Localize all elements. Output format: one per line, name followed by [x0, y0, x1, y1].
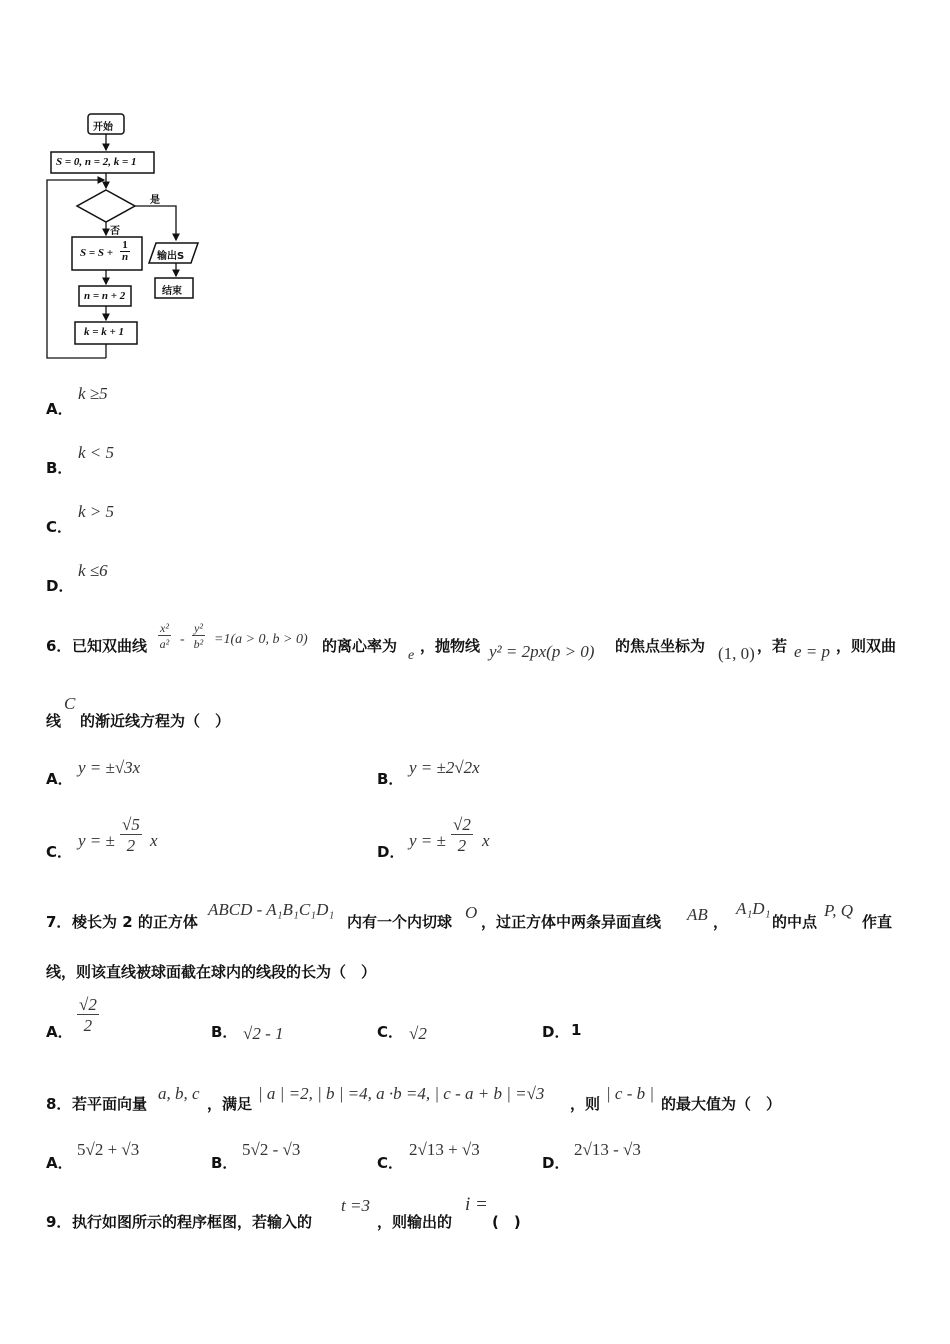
q5-option-a-text: k ≥5 — [78, 384, 108, 403]
q6-text-4: 的焦点坐标为 — [615, 637, 706, 655]
q7-option-a-label: A． — [46, 1023, 73, 1041]
q6-option-a-text: y = ±√3x — [78, 758, 141, 777]
q6-hyp-minus: - — [180, 632, 185, 647]
q7-option-a-den: 2 — [83, 1016, 93, 1035]
q9-text-2: ，则输出的 — [377, 1213, 453, 1231]
q6-option-d-frac — [451, 816, 473, 854]
fc-no-label: 否 — [110, 226, 120, 237]
fc-update-s-prefix: S = S + — [80, 247, 114, 259]
q7-option-a-num: √2 — [79, 995, 97, 1014]
q8-option-d-label: D． — [542, 1154, 570, 1172]
q8-option-b-label: B． — [211, 1154, 238, 1172]
q6-hyperbola-y-frac — [192, 622, 205, 650]
q7-text-6: 线，则该直线被球面截在球内的线段的长为（ ） — [46, 963, 377, 981]
q7-option-c-label: C． — [377, 1023, 404, 1041]
fc-end-label: 结束 — [162, 286, 182, 297]
q7-number: 7． — [46, 913, 72, 931]
q6-text-7: 线 — [46, 712, 62, 730]
q6-text-2: 的离心率为 — [322, 637, 398, 655]
q6-option-d-num: √2 — [453, 815, 471, 834]
fc-init-label: S = 0, n = 2, k = 1 — [56, 156, 137, 168]
q9-text-1: 执行如图所示的程序框图，若输入的 — [72, 1213, 313, 1231]
q6-hyp-a: a² — [159, 637, 170, 651]
q5-option-b-text: k < 5 — [78, 443, 115, 462]
q8-text-3: ，则 — [570, 1095, 601, 1113]
q8-text-2: ，满足 — [207, 1095, 253, 1113]
fc-update-n-label: n = n + 2 — [84, 290, 126, 302]
q8-option-a-text: 5√2 + √3 — [77, 1140, 140, 1159]
q6-hyp-b: b² — [193, 637, 204, 651]
q8-option-b-text: 5√2 - √3 — [242, 1140, 301, 1159]
q7-option-d-text: 1 — [571, 1021, 582, 1039]
q6-text-3: ，抛物线 — [420, 637, 481, 655]
q5-option-b-label: B． — [46, 459, 73, 477]
q6-focus: (1, 0) — [718, 644, 755, 663]
q6-option-c-post: x — [150, 831, 158, 850]
q8-option-c-text: 2√13 + √3 — [409, 1140, 480, 1159]
q8-conditions: | a | =2, | b | =4, a ·b =4, | c - a + b | =√3 — [258, 1084, 545, 1103]
q8-option-d-text: 2√13 - √3 — [574, 1140, 641, 1159]
q6-text-1: 已知双曲线 — [72, 637, 148, 655]
q8-number: 8． — [46, 1095, 72, 1113]
q7-text-5: 作直 — [862, 913, 893, 931]
q6-option-c-label: C． — [46, 843, 73, 861]
q6-option-b-text: y = ±2√2x — [409, 758, 480, 777]
q6-hyp-condition: =1(a > 0, b > 0) — [214, 632, 308, 647]
q7-comma: ， — [713, 913, 729, 931]
q7-option-a-frac — [77, 996, 99, 1034]
q7-text-4: 的中点 — [772, 913, 818, 931]
q5-option-d-label: D． — [46, 577, 74, 595]
fc-frac-num: 1 — [120, 240, 130, 252]
q8-vectors: a, b, c — [158, 1084, 200, 1103]
q6-parabola: y² = 2px(p > 0) — [489, 642, 595, 661]
flowchart — [0, 0, 260, 380]
q6-hyperbola-x-frac — [158, 622, 171, 650]
q6-option-b-label: B． — [377, 770, 404, 788]
fc-update-s-frac — [120, 240, 130, 263]
q6-hyp-x: x² — [160, 621, 169, 635]
q8-option-a-label: A． — [46, 1154, 73, 1172]
q6-text-8: 的渐近线方程为（ ） — [80, 712, 231, 730]
q5-option-d-text: k ≤6 — [78, 561, 108, 580]
q7-cube: ABCD - A₁B₁C₁D₁ — [208, 900, 335, 919]
q6-option-d-den: 2 — [457, 836, 467, 855]
q6-option-d-post: x — [482, 831, 490, 850]
fc-output-label: 输出S — [157, 251, 185, 262]
q6-option-d-label: D． — [377, 843, 405, 861]
q6-number: 6． — [46, 637, 72, 655]
fc-decision-diamond — [77, 190, 135, 222]
q9-t-value: t =3 — [341, 1196, 370, 1215]
q8-expr: | c - b | — [606, 1084, 655, 1103]
fc-yes-label: 是 — [150, 195, 160, 206]
q9-i-eq: i = — [465, 1194, 488, 1215]
q7-option-c-text: √2 — [409, 1024, 427, 1043]
q5-option-c-text: k > 5 — [78, 502, 115, 521]
q7-text-2: 内有一个内切球 — [347, 913, 453, 931]
q7-option-b-label: B． — [211, 1023, 238, 1041]
q9-number: 9． — [46, 1213, 72, 1231]
q5-option-a-label: A． — [46, 400, 73, 418]
q6-option-a-label: A． — [46, 770, 73, 788]
q6-text-5: ，若 — [757, 637, 788, 655]
q7-O: O — [465, 903, 478, 922]
q6-C: C — [64, 694, 76, 713]
q7-option-d-label: D． — [542, 1023, 570, 1041]
q7-PQ: P, Q — [824, 901, 853, 920]
q8-text-4: 的最大值为（ ） — [661, 1095, 782, 1113]
q6-option-c-pre: y = ± — [78, 831, 115, 850]
fc-start-label: 开始 — [93, 122, 113, 133]
q7-option-b-text: √2 - 1 — [243, 1024, 284, 1043]
q7-text-1: 棱长为 2 的正方体 — [72, 913, 198, 931]
q6-option-c-den: 2 — [126, 836, 136, 855]
q7-text-3: ，过正方体中两条异面直线 — [481, 913, 662, 931]
q9-text-3: ( ) — [492, 1213, 521, 1231]
q6-option-c-frac — [120, 816, 142, 854]
q5-option-c-label: C． — [46, 518, 73, 536]
q6-text-6: ，则双曲 — [836, 637, 897, 655]
q6-e: e — [408, 648, 415, 663]
q7-AB: AB — [687, 905, 708, 924]
q6-hyp-y: y² — [194, 621, 203, 635]
q8-text-1: 若平面向量 — [72, 1095, 148, 1113]
q6-option-d-pre: y = ± — [409, 831, 446, 850]
q8-option-c-label: C． — [377, 1154, 404, 1172]
q6-cond: e = p — [794, 642, 831, 661]
fc-update-k-label: k = k + 1 — [84, 326, 125, 338]
fc-frac-den: n — [121, 251, 129, 263]
q7-A1D1: A₁D₁ — [736, 899, 771, 918]
q6-option-c-num: √5 — [122, 815, 140, 834]
